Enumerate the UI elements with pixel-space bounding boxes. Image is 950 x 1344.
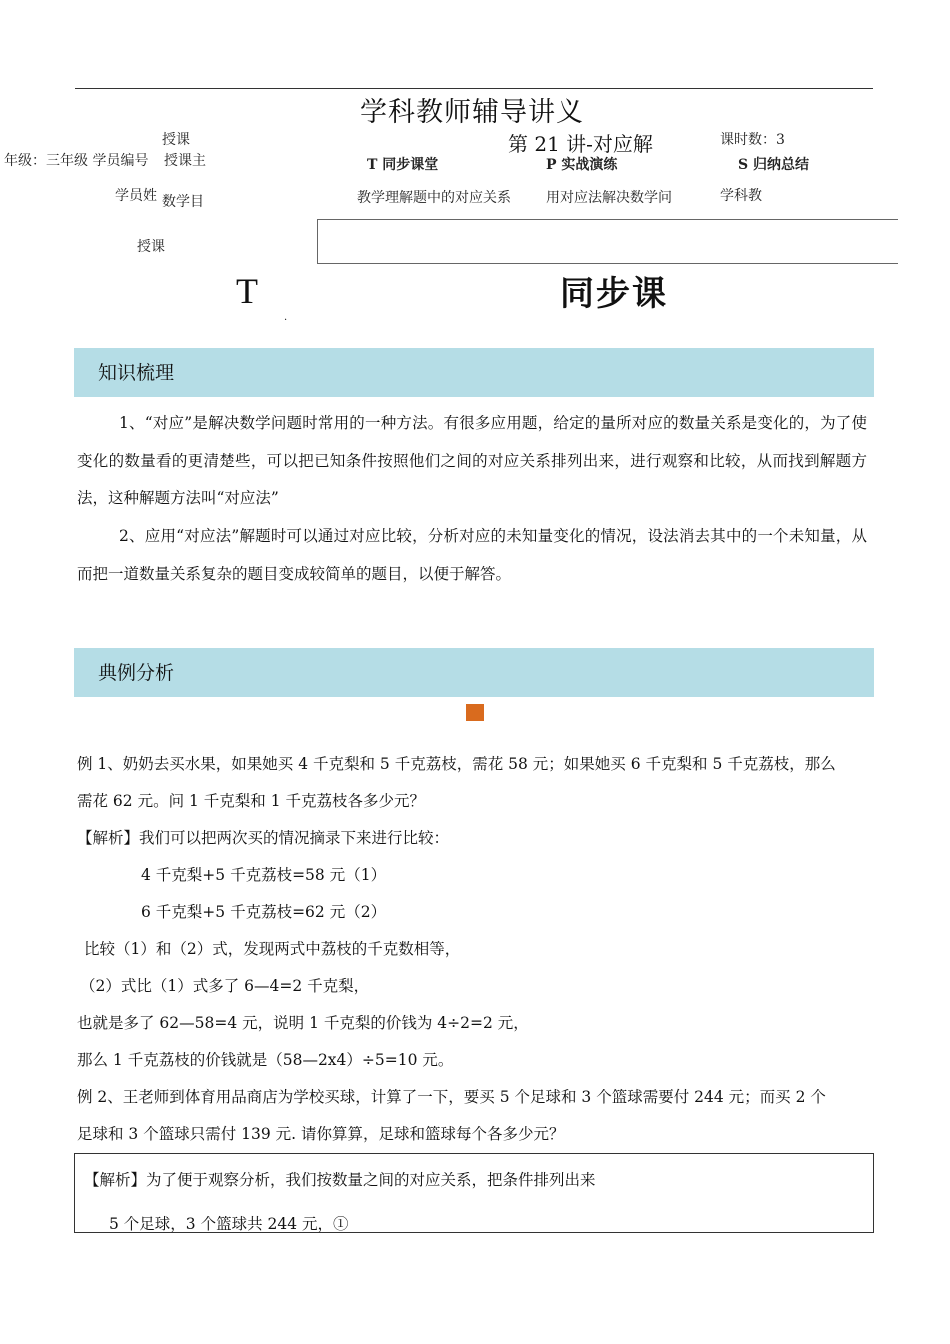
label-shouke-bottom: 授课 — [137, 239, 165, 255]
section-dot: . — [284, 312, 288, 323]
handout-title: 学科教师辅导讲义 — [360, 97, 584, 128]
knowledge-paragraph-2: 2、应用“对应法”解题时可以通过对应比较，分析对应的未知量变化的情况，设法消去其中的一个未知量，从而把一道数量关系复杂的题目变成较简单的题目，以便于解答。 — [77, 527, 867, 583]
example-1-analysis-intro: 【解析】我们可以把两次买的情况摘录下来进行比较： — [77, 829, 450, 847]
section-marker-square — [466, 704, 484, 721]
examples-band — [74, 648, 874, 697]
knowledge-paragraph-1: 1、“对应”是解决数学问题时常用的一种方法。有很多应用题，给定的量所对应的数量关系是变化的，为了使变化的数量看的更清楚些，可以把已知条件按照他们之间的对应关系排列出来，进行观察和比较，从而找到解题方法，这种解题方法叫“对应法” — [77, 414, 867, 507]
example-1-lychee-price: 那么 1 千克荔枝的价钱就是（58—2x4）÷5=10 元。 — [77, 1051, 454, 1069]
section-letter: T — [236, 271, 258, 311]
example-2-analysis-intro: 【解析】为了便于观察分析，我们按数量之间的对应关系，把条件排列出来 — [84, 1171, 596, 1189]
example-1-question-line-2: 需花 62 元。问 1 千克梨和 1 千克荔枝各多少元？ — [77, 792, 426, 810]
tag-t-sync: T 同步课堂 — [367, 157, 439, 173]
objective-2: 用对应法解决数学问 — [546, 190, 672, 206]
knowledge-band — [74, 348, 874, 397]
tag-s-summary: S 归纳总结 — [738, 157, 809, 173]
hours-label: 课时数：3 — [720, 132, 785, 148]
lesson-title: 第 21 讲-对应解 — [508, 132, 653, 156]
example-2-condition-1: 5 个足球，3 个篮球共 244 元，① — [109, 1215, 349, 1233]
knowledge-band-title: 知识梳理 — [98, 362, 175, 384]
header-input-box[interactable] — [317, 219, 898, 264]
student-name-label: 学员姓 — [115, 188, 157, 204]
label-shouke-top: 授课 — [162, 132, 190, 148]
example-1-equation-2: 6 千克梨+5 千克荔枝=62 元（2） — [141, 903, 387, 921]
example-1-compare: 比较（1）和（2）式，发现两式中荔枝的千克数相等， — [84, 940, 461, 958]
examples-band-title: 典例分析 — [98, 662, 175, 684]
header-top-rule — [75, 88, 873, 89]
example-1-difference: （2）式比（1）式多了 6—4=2 千克梨， — [80, 977, 370, 995]
grade-row: 年级：三年级 学员编号 — [4, 153, 149, 169]
sync-class-title: 同步课 — [560, 274, 668, 314]
teacher-label: 授课主 — [164, 153, 206, 169]
subject-teacher-label: 学科教 — [720, 188, 762, 204]
subject-label: 数学目 — [162, 194, 204, 210]
example-1-equation-1: 4 千克梨+5 千克荔枝=58 元（1） — [141, 866, 387, 884]
example-2-question-line-1: 例 2、王老师到体育用品商店为学校买球，计算了一下，要买 5 个足球和 3 个篮球需要付 244 元；而买 2 个 — [77, 1088, 826, 1106]
example-1-question-line-1: 例 1、奶奶去买水果，如果她买 4 千克梨和 5 千克荔枝，需花 58 元；如果她买 6 千克梨和 5 千克荔枝，那么 — [77, 755, 836, 773]
objective-1: 教学理解题中的对应关系 — [357, 190, 511, 206]
tag-p-practice: P 实战演练 — [546, 157, 618, 173]
example-2-question-line-2: 足球和 3 个篮球只需付 139 元. 请你算算，足球和篮球每个各多少元？ — [77, 1125, 565, 1143]
example-1-pear-price: 也就是多了 62—58=4 元，说明 1 千克梨的价钱为 4÷2=2 元， — [77, 1014, 529, 1032]
